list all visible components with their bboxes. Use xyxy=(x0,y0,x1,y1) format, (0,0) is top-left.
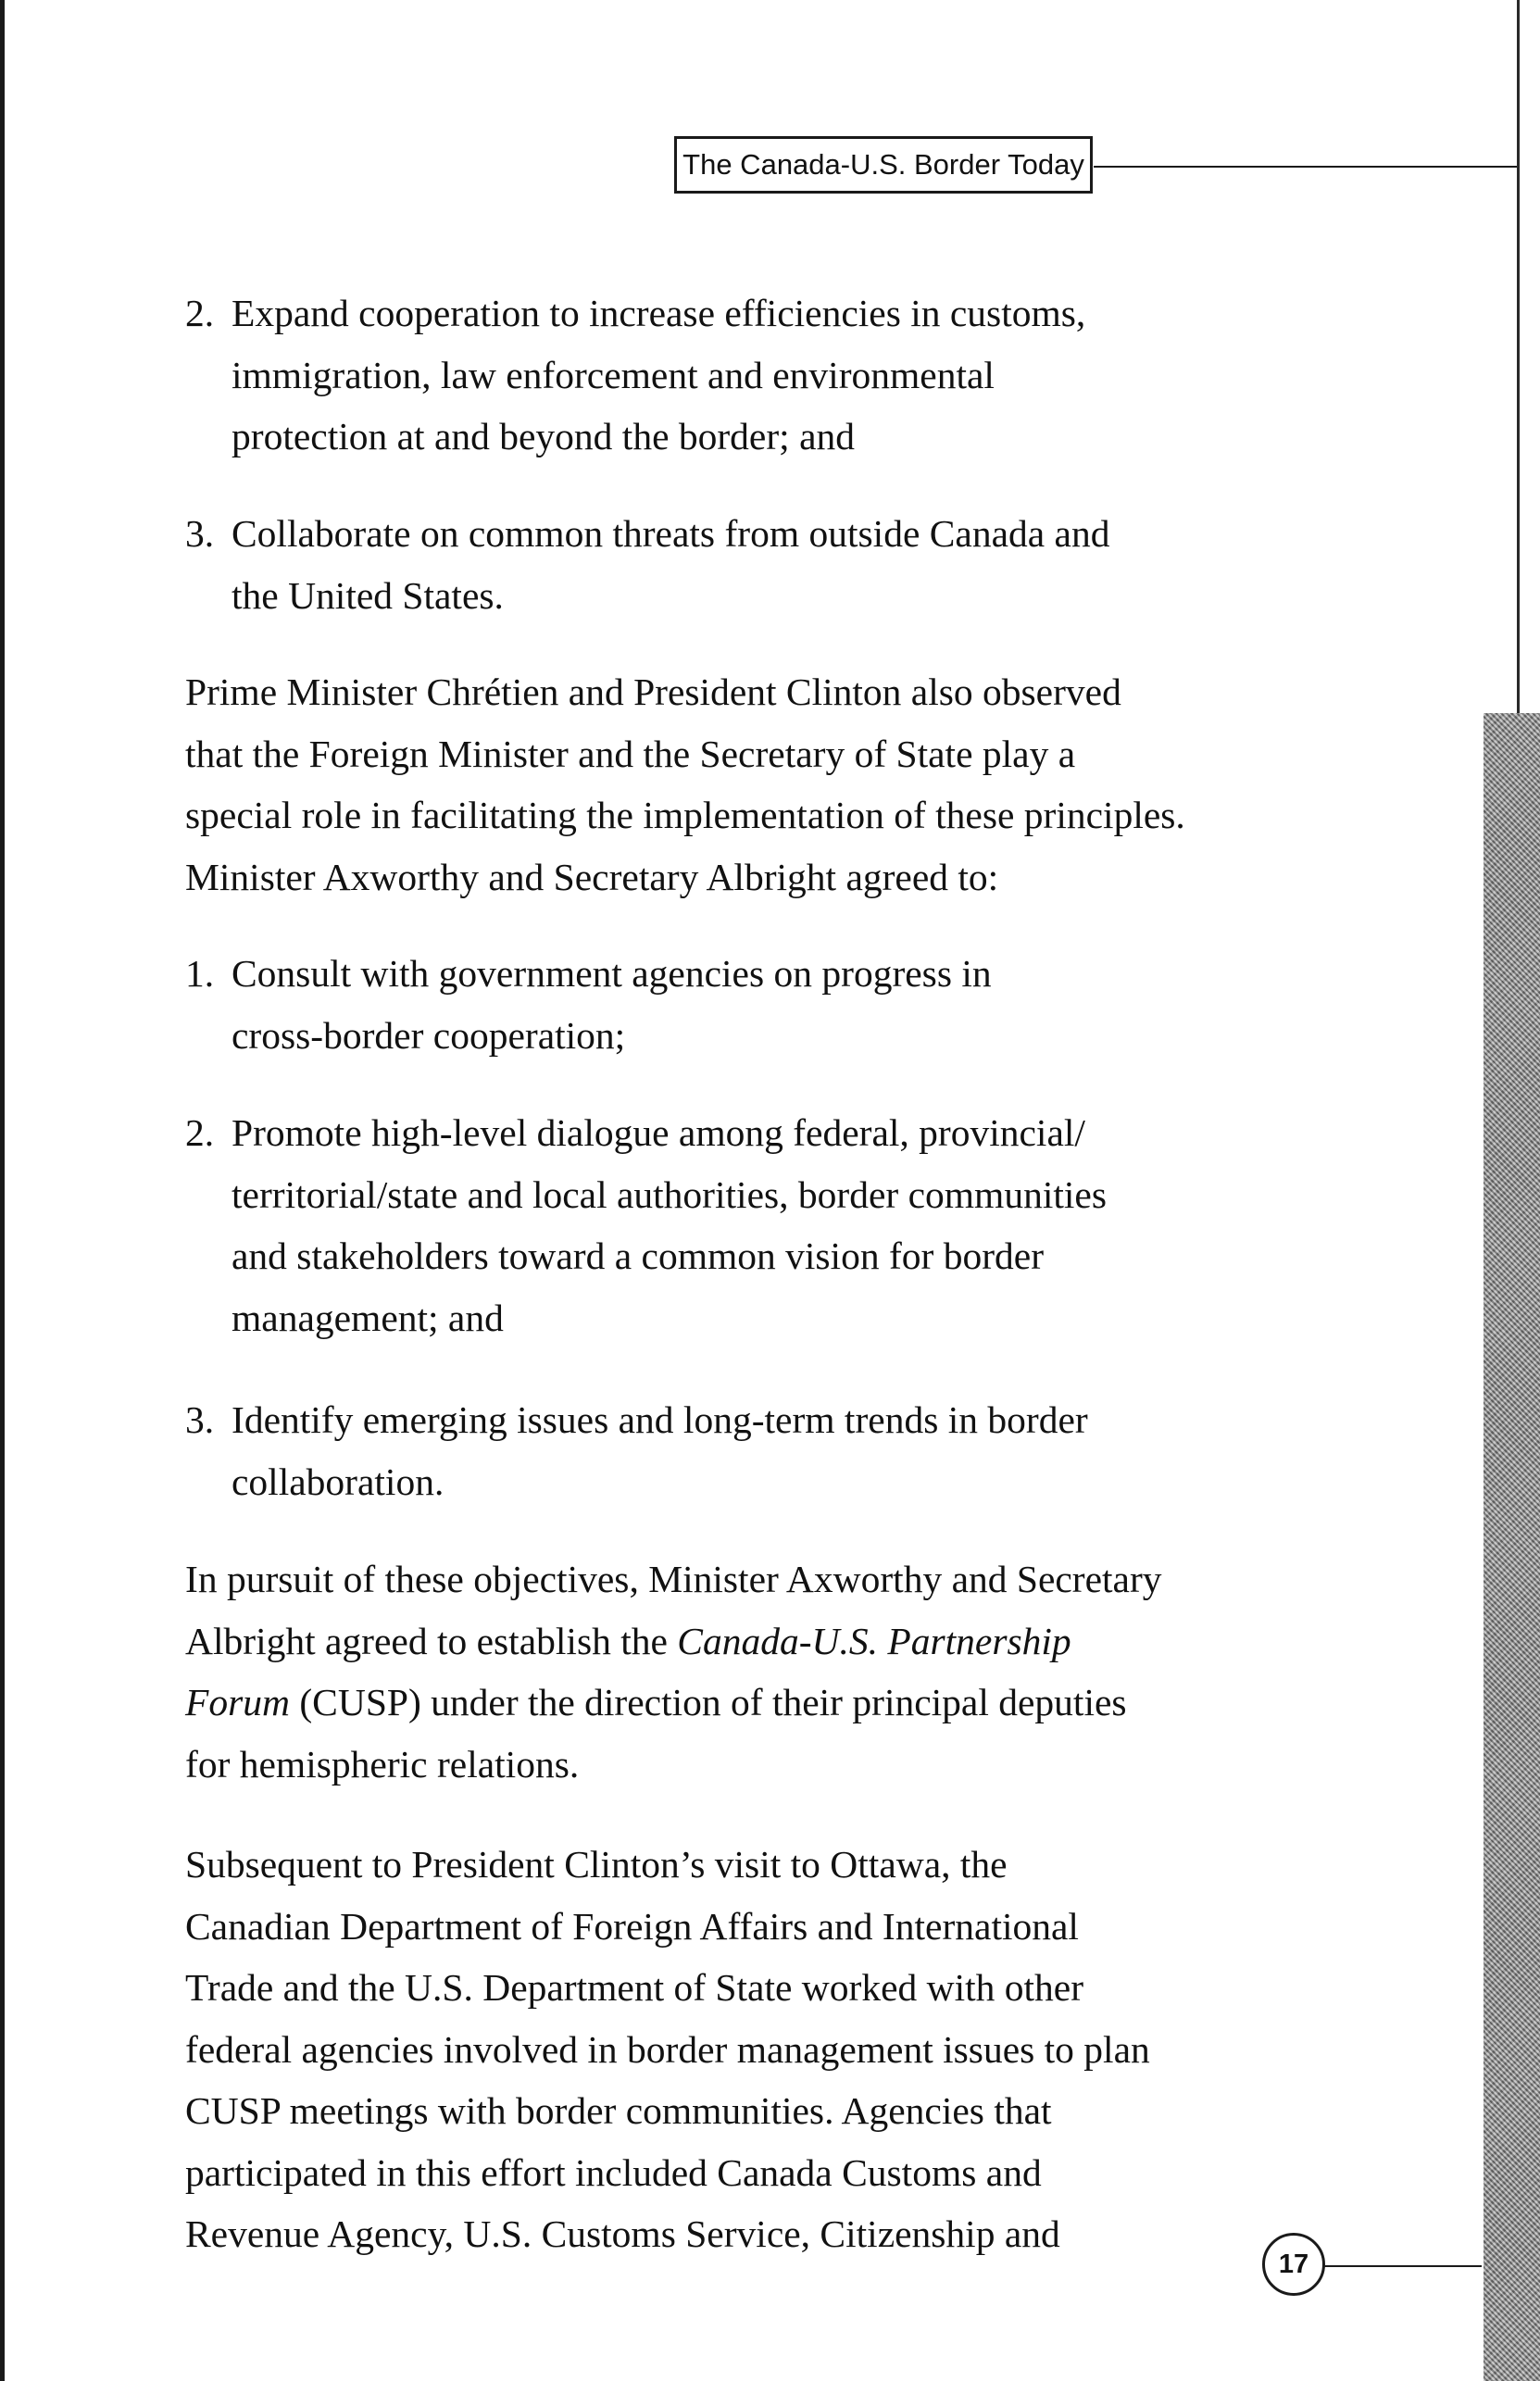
publication-title: Forum xyxy=(185,1681,290,1723)
publication-title: Canada-U.S. Partnership xyxy=(677,1619,1071,1662)
text-line: management; and xyxy=(232,1296,504,1339)
text-line: Consult with government agencies on progress in xyxy=(232,952,992,995)
running-header-title: The Canada-U.S. Border Today xyxy=(682,148,1084,181)
page-number: 17 xyxy=(1278,2249,1309,2279)
text-line: that the Foreign Minister and the Secretary of State play a xyxy=(185,732,1076,775)
footer-rule xyxy=(1324,2265,1482,2267)
running-header xyxy=(674,136,1093,194)
list-item-text xyxy=(232,282,1259,468)
text-line: and stakeholders toward a common vision for border xyxy=(232,1234,1045,1277)
text-line: Promote high-level dialogue among federal, provincial/ xyxy=(232,1111,1085,1154)
text-line: CUSP meetings with border communities. Agencies that xyxy=(185,2089,1052,2132)
list-item-text xyxy=(232,943,1259,1066)
paragraph xyxy=(185,661,1259,908)
text-line: the United States. xyxy=(232,573,504,617)
text-line: for hemispheric relations. xyxy=(185,1742,580,1786)
text-line: Trade and the U.S. Department of State worked with other xyxy=(185,1966,1084,2009)
list-number: 2. xyxy=(185,292,215,334)
text-line: Collaborate on common threats from outside Canada and xyxy=(232,512,1110,555)
text-line xyxy=(185,1610,1259,1673)
text-line: Revenue Agency, U.S. Customs Service, Citizenship and xyxy=(185,2212,1060,2255)
list-item-text xyxy=(232,1389,1259,1512)
text-line: participated in this effort included Canada Customs and xyxy=(185,2150,1042,2194)
text-line: Identify emerging issues and long-term trends in border xyxy=(232,1398,1088,1441)
text-line: In pursuit of these objectives, Minister Axworthy and Secretary xyxy=(185,1558,1162,1600)
page-left-border xyxy=(0,0,5,2381)
list-item-text xyxy=(232,1102,1259,1348)
text-run: Albright agreed to establish the xyxy=(185,1619,678,1662)
list-number: 2. xyxy=(185,1111,215,1154)
text-line: Subsequent to President Clinton’s visit to Ottawa, the xyxy=(185,1843,1008,1886)
text-line: Minister Axworthy and Secretary Albright agreed to: xyxy=(185,855,999,898)
list-number: 1. xyxy=(185,952,215,995)
page-number-badge xyxy=(1262,2233,1325,2296)
paragraph xyxy=(185,1834,1259,2265)
text-line: protection at and beyond the border; and xyxy=(232,415,855,457)
text-line: cross-border cooperation; xyxy=(232,1013,626,1057)
list-number: 3. xyxy=(185,1398,215,1441)
text-line: Prime Minister Chrétien and President Clinton also observed xyxy=(185,670,1121,713)
text-line: Canadian Department of Foreign Affairs and International xyxy=(185,1904,1079,1948)
text-line: Expand cooperation to increase efficiencies in customs, xyxy=(232,292,1086,334)
header-rule xyxy=(1094,166,1517,168)
text-line: territorial/state and local authorities, border communities xyxy=(232,1172,1107,1216)
edge-texture-strip xyxy=(1484,713,1540,2381)
list-item-text xyxy=(232,503,1259,626)
text-line xyxy=(185,1672,1259,1734)
text-line: immigration, law enforcement and environmental xyxy=(232,353,995,396)
text-line: federal agencies involved in border management issues to plan xyxy=(185,2027,1150,2071)
list-number: 3. xyxy=(185,512,215,555)
paragraph xyxy=(185,1548,1259,1795)
text-line: special role in facilitating the implementation of these principles. xyxy=(185,794,1185,836)
text-run: (CUSP) under the direction of their principal deputies xyxy=(289,1681,1127,1723)
text-line: collaboration. xyxy=(232,1460,444,1503)
